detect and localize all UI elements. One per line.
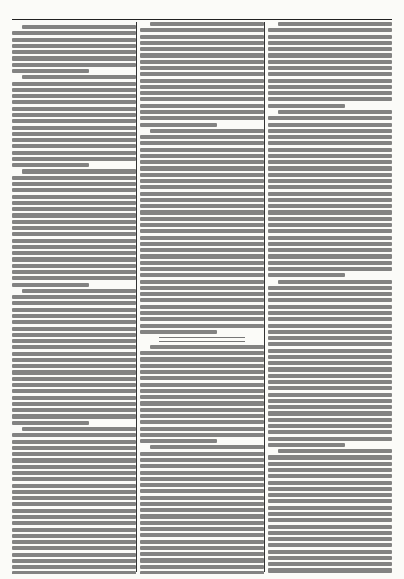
text-line xyxy=(12,465,136,469)
text-line xyxy=(268,198,392,202)
text-line xyxy=(140,254,264,258)
text-line xyxy=(268,430,392,434)
text-line xyxy=(268,129,392,133)
text-line xyxy=(268,455,392,459)
text-line xyxy=(12,63,136,67)
text-line xyxy=(268,66,392,70)
text-line xyxy=(12,163,89,167)
text-line xyxy=(12,471,136,475)
text-line xyxy=(140,85,264,89)
text-line xyxy=(140,521,264,525)
header-rule xyxy=(12,19,392,20)
text-line xyxy=(12,402,136,406)
text-line xyxy=(268,324,392,328)
text-line xyxy=(278,110,392,114)
text-line xyxy=(12,484,136,488)
text-line xyxy=(268,367,392,371)
text-line xyxy=(268,179,392,183)
text-line xyxy=(268,148,392,152)
text-line xyxy=(268,543,392,547)
text-line xyxy=(12,100,136,104)
text-line xyxy=(12,251,136,255)
text-line xyxy=(12,509,136,513)
text-line xyxy=(12,333,136,337)
text-line xyxy=(140,508,264,512)
text-line xyxy=(140,540,264,544)
text-line xyxy=(268,330,392,334)
text-line xyxy=(268,374,392,378)
text-line xyxy=(140,72,264,76)
text-line xyxy=(268,562,392,566)
text-line xyxy=(140,210,264,214)
text-line xyxy=(12,188,136,192)
text-line xyxy=(12,389,136,393)
text-line xyxy=(140,546,264,550)
text-line xyxy=(268,355,392,359)
text-line xyxy=(268,499,392,503)
text-line xyxy=(12,201,136,205)
text-line xyxy=(268,487,392,491)
text-line xyxy=(12,245,136,249)
text-line xyxy=(12,370,136,374)
text-line xyxy=(140,496,264,500)
text-line xyxy=(268,160,392,164)
text-line xyxy=(278,280,392,284)
text-line xyxy=(140,433,264,437)
text-line xyxy=(140,408,264,412)
text-line xyxy=(12,119,136,123)
text-line xyxy=(12,144,136,148)
text-line xyxy=(12,446,136,450)
text-line xyxy=(12,56,136,60)
text-line xyxy=(140,148,264,152)
text-line xyxy=(12,559,136,563)
text-line xyxy=(150,22,264,26)
text-line xyxy=(12,82,136,86)
text-line xyxy=(12,232,136,236)
text-line xyxy=(12,31,136,35)
text-line xyxy=(140,389,264,393)
text-line xyxy=(268,192,392,196)
text-line xyxy=(140,471,264,475)
text-line xyxy=(268,493,392,497)
text-line xyxy=(22,169,136,173)
text-line xyxy=(268,91,392,95)
text-line xyxy=(268,550,392,554)
text-line xyxy=(268,512,392,516)
text-line xyxy=(140,166,264,170)
text-line xyxy=(268,424,392,428)
text-line xyxy=(140,35,264,39)
text-line xyxy=(140,395,264,399)
text-line xyxy=(12,339,136,343)
column-2 xyxy=(140,22,264,574)
text-line xyxy=(12,433,136,437)
text-line xyxy=(268,104,345,108)
text-line xyxy=(12,358,136,362)
text-line xyxy=(268,305,392,309)
text-line xyxy=(140,192,264,196)
text-line xyxy=(12,521,136,525)
text-line xyxy=(268,336,392,340)
text-line xyxy=(12,327,136,331)
text-line xyxy=(140,376,264,380)
text-line xyxy=(268,311,392,315)
text-line xyxy=(140,273,264,277)
text-line xyxy=(140,317,264,321)
text-line xyxy=(12,352,136,356)
text-line xyxy=(12,138,136,142)
text-line xyxy=(12,546,136,550)
text-line xyxy=(12,151,136,155)
text-line xyxy=(12,414,136,418)
text-line xyxy=(268,47,392,51)
text-line xyxy=(150,345,264,349)
text-line xyxy=(140,414,264,418)
text-line xyxy=(140,47,264,51)
text-line xyxy=(12,571,136,574)
text-line xyxy=(12,213,136,217)
text-line xyxy=(140,439,217,443)
text-line xyxy=(12,345,136,349)
text-line xyxy=(268,35,392,39)
text-line xyxy=(268,380,392,384)
text-line xyxy=(268,443,345,447)
text-line xyxy=(140,28,264,32)
text-line xyxy=(12,270,136,274)
text-line xyxy=(12,534,136,538)
text-line xyxy=(140,248,264,252)
text-line xyxy=(140,502,264,506)
article-body-text xyxy=(12,25,136,574)
text-line xyxy=(268,405,392,409)
text-line xyxy=(268,349,392,353)
text-line xyxy=(268,518,392,522)
text-line xyxy=(12,50,136,54)
text-line xyxy=(140,420,264,424)
text-line xyxy=(12,44,136,48)
text-line xyxy=(12,207,136,211)
article-body-text xyxy=(140,22,264,334)
text-line xyxy=(268,217,392,221)
text-line xyxy=(268,173,392,177)
text-line xyxy=(12,553,136,557)
text-line xyxy=(140,41,264,45)
text-line xyxy=(268,537,392,541)
text-line xyxy=(268,135,392,139)
text-line xyxy=(140,116,264,120)
text-line xyxy=(140,292,264,296)
column-divider xyxy=(264,22,265,572)
text-line xyxy=(12,477,136,481)
text-line xyxy=(140,364,264,368)
text-line xyxy=(140,477,264,481)
text-line xyxy=(140,452,264,456)
text-line xyxy=(268,166,392,170)
text-line xyxy=(12,257,136,261)
text-line xyxy=(12,132,136,136)
text-line xyxy=(140,305,264,309)
text-line xyxy=(268,236,392,240)
text-line xyxy=(268,506,392,510)
text-line xyxy=(12,540,136,544)
text-line xyxy=(12,226,136,230)
text-line xyxy=(140,370,264,374)
text-line xyxy=(12,283,89,287)
text-line xyxy=(140,280,264,284)
text-line xyxy=(140,464,264,468)
page-header xyxy=(12,7,392,19)
text-line xyxy=(12,496,136,500)
text-line xyxy=(140,53,264,57)
text-line xyxy=(140,242,264,246)
text-line xyxy=(12,308,136,312)
text-line xyxy=(140,179,264,183)
text-line xyxy=(12,320,136,324)
text-line xyxy=(140,298,264,302)
text-line xyxy=(268,556,392,560)
text-line xyxy=(140,401,264,405)
text-line xyxy=(268,531,392,535)
text-line xyxy=(12,113,136,117)
text-line xyxy=(12,440,136,444)
text-line xyxy=(140,185,264,189)
text-line xyxy=(12,276,136,280)
text-line xyxy=(12,239,136,243)
text-line xyxy=(12,314,136,318)
text-line xyxy=(268,437,392,441)
text-line xyxy=(140,223,264,227)
text-line xyxy=(12,38,136,42)
text-line xyxy=(12,264,136,268)
text-line xyxy=(140,533,264,537)
text-line xyxy=(140,427,264,431)
text-line xyxy=(268,342,392,346)
column-divider xyxy=(136,22,137,572)
text-line xyxy=(268,28,392,32)
text-line xyxy=(12,383,136,387)
column-3 xyxy=(268,22,392,574)
text-line xyxy=(140,160,264,164)
text-line xyxy=(268,468,392,472)
text-line xyxy=(140,229,264,233)
text-line xyxy=(140,458,264,462)
text-line xyxy=(140,91,264,95)
text-line xyxy=(268,223,392,227)
text-line xyxy=(268,267,392,271)
text-line xyxy=(268,474,392,478)
text-line xyxy=(140,514,264,518)
text-line xyxy=(12,295,136,299)
text-line xyxy=(268,411,392,415)
text-line xyxy=(268,185,392,189)
text-line xyxy=(12,408,136,412)
text-line xyxy=(150,129,264,133)
text-line xyxy=(140,141,264,145)
text-line xyxy=(12,69,89,73)
text-line xyxy=(140,383,264,387)
text-line xyxy=(268,72,392,76)
column-1 xyxy=(12,22,136,574)
text-line xyxy=(12,458,136,462)
text-line xyxy=(140,261,264,265)
text-line xyxy=(12,301,136,305)
text-line xyxy=(268,317,392,321)
article-separator xyxy=(159,341,246,342)
text-line xyxy=(12,396,136,400)
text-line xyxy=(140,357,264,361)
text-line xyxy=(12,452,136,456)
text-line xyxy=(268,462,392,466)
text-line xyxy=(140,565,264,569)
text-line xyxy=(12,126,136,130)
text-line xyxy=(140,267,264,271)
article-body-text xyxy=(140,345,264,574)
text-line xyxy=(268,525,392,529)
text-line xyxy=(12,421,89,425)
text-line xyxy=(268,568,392,572)
text-line xyxy=(140,173,264,177)
text-line xyxy=(268,273,345,277)
text-line xyxy=(268,292,392,296)
text-line xyxy=(140,110,264,114)
text-line xyxy=(268,298,392,302)
text-line xyxy=(268,97,392,101)
text-line xyxy=(140,489,264,493)
text-line xyxy=(12,515,136,519)
text-line xyxy=(268,85,392,89)
text-line xyxy=(278,22,392,26)
text-line xyxy=(12,88,136,92)
text-line xyxy=(12,94,136,98)
text-line xyxy=(268,481,392,485)
text-line xyxy=(140,97,264,101)
text-line xyxy=(12,364,136,368)
text-line xyxy=(12,157,136,161)
text-line xyxy=(278,449,392,453)
text-line xyxy=(22,427,136,431)
text-line xyxy=(268,141,392,145)
text-line xyxy=(12,377,136,381)
text-line xyxy=(150,445,264,449)
text-line xyxy=(140,123,217,127)
text-line xyxy=(268,41,392,45)
text-line xyxy=(140,571,264,574)
text-line xyxy=(268,248,392,252)
text-line xyxy=(268,60,392,64)
article-separator xyxy=(159,337,246,338)
text-line xyxy=(140,79,264,83)
text-line xyxy=(140,286,264,290)
text-line xyxy=(140,60,264,64)
text-line xyxy=(12,220,136,224)
text-line xyxy=(140,558,264,562)
text-line xyxy=(140,351,264,355)
text-line xyxy=(268,229,392,233)
text-line xyxy=(12,528,136,532)
text-line xyxy=(140,483,264,487)
text-line xyxy=(140,104,264,108)
text-line xyxy=(22,25,136,29)
text-line xyxy=(268,79,392,83)
text-line xyxy=(140,324,264,328)
text-line xyxy=(268,53,392,57)
text-line xyxy=(22,75,136,79)
text-line xyxy=(268,399,392,403)
text-line xyxy=(140,527,264,531)
text-line xyxy=(140,66,264,70)
text-line xyxy=(268,386,392,390)
text-line xyxy=(140,330,217,334)
text-line xyxy=(12,195,136,199)
text-line xyxy=(140,311,264,315)
text-line xyxy=(12,176,136,180)
text-line xyxy=(140,154,264,158)
text-line xyxy=(268,286,392,290)
text-line xyxy=(12,490,136,494)
text-line xyxy=(268,116,392,120)
text-line xyxy=(140,204,264,208)
text-line xyxy=(268,393,392,397)
text-line xyxy=(268,210,392,214)
text-line xyxy=(268,204,392,208)
text-line xyxy=(12,502,136,506)
article-body-text xyxy=(268,22,392,574)
text-line xyxy=(268,418,392,422)
text-line xyxy=(12,182,136,186)
text-line xyxy=(12,107,136,111)
text-line xyxy=(268,154,392,158)
text-line xyxy=(268,254,392,258)
text-line xyxy=(140,217,264,221)
text-line xyxy=(140,135,264,139)
text-line xyxy=(268,361,392,365)
text-line xyxy=(12,565,136,569)
text-line xyxy=(140,198,264,202)
text-line xyxy=(268,123,392,127)
text-line xyxy=(268,261,392,265)
text-line xyxy=(140,236,264,240)
text-line xyxy=(22,289,136,293)
text-line xyxy=(140,552,264,556)
text-line xyxy=(268,242,392,246)
